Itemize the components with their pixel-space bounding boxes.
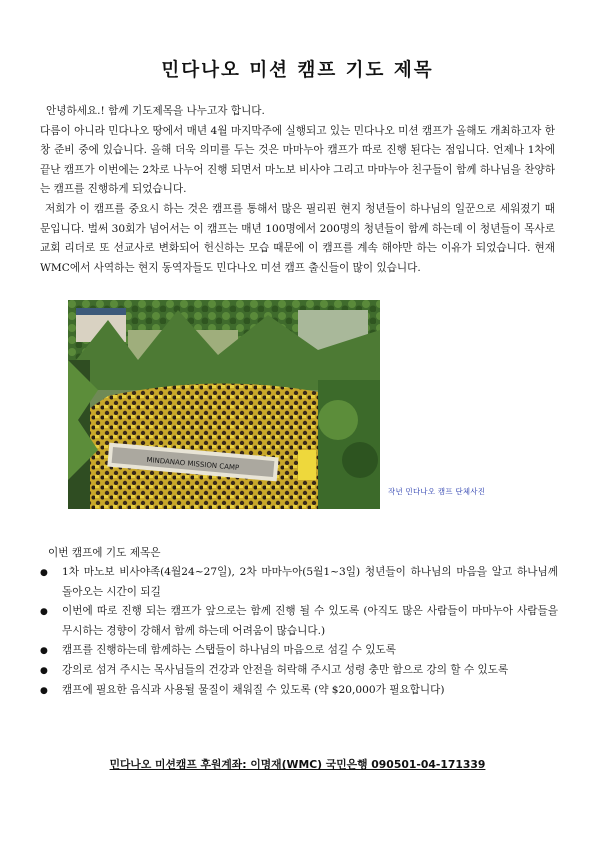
intro-paragraph-1: 다름이 아니라 민다나오 땅에서 매년 4월 마지막주에 실행되고 있는 민다나오 미션 캠프가 올해도 개최하고자 한창 준비 중에 있습니다. 올해 더욱 의미를 두는 것은 마마누아 캠프가 따로 진행 된다는 점입니다. 언제나 1차에 끝난 캠프가 이번에는 2차로 나누어 진행 되면서 마노보 비사야 그리고 마마누아 친구들이 함께 하나님을 찬양하는 캠프를 진행하게 되었습니다. <box>40 124 555 196</box>
prayer-item-text: 이번에 따로 진행 되는 캠프가 앞으로는 함께 진행 될 수 있도록 (아직도 많은 사람들이 마마누아 사람들을 무시하는 경향이 강해서 함께 하는데 어려움이 많습니다.) <box>62 605 558 637</box>
intro-text <box>40 102 555 278</box>
list-item <box>40 641 558 661</box>
prayer-item-text: 1차 마노보 비사야족(4월24~27일), 2차 마마누아(5월1~3일) 청년들이 하나님의 마음을 알고 하나님께 돌아오는 시간이 되길 <box>62 566 558 598</box>
camp-group-photo <box>68 300 380 509</box>
list-item <box>40 563 558 602</box>
banner-text: MINDANAO MISSION CAMP <box>146 455 240 473</box>
bullet-icon: ● <box>40 685 48 696</box>
list-item <box>40 602 558 641</box>
intro-paragraph-2: 저희가 이 캠프를 중요시 하는 것은 캠프를 통해서 많은 필리핀 현지 청년들이 하나님의 일꾼으로 세워졌기 때문입니다. 벌써 30회가 넘어서는 이 캠프는 매년 100명에서 200명의 청년들이 함께 하는데 이 청년들이 목사로 교회 리더로 또 선교사로 변화되어 헌신하는 모습 때문에 이 캠프를 계속 해야만 하는 이유가 되었습니다. 현재 WMC에서 사역하는 현지 동역자들도 민다나오 미션 캠프 출신들이 많이 있습니다. <box>40 202 555 274</box>
prayer-item-text: 캠프를 진행하는데 함께하는 스탭들이 하나님의 마음으로 섬길 수 있도록 <box>62 644 396 657</box>
list-item <box>40 681 558 701</box>
page-title: 민다나오 미션 캠프 기도 제목 <box>161 60 434 81</box>
prayer-list <box>40 563 558 700</box>
list-item <box>40 661 558 681</box>
prayer-heading: 이번 캠프에 기도 제목은 <box>48 547 161 559</box>
bullet-icon: ● <box>40 665 48 676</box>
donation-account: 민다나오 미션캠프 후원계좌: 이명재(WMC) 국민은행 090501-04-171339 <box>109 758 486 771</box>
bullet-icon: ● <box>40 607 48 618</box>
photo-caption: 작년 민다나오 캠프 단체사진 <box>388 487 486 496</box>
bullet-icon: ● <box>40 646 48 657</box>
bullet-icon: ● <box>40 568 48 578</box>
prayer-item-text: 캠프에 필요한 음식과 사용될 물질이 채워질 수 있도록 (약 $20,000가 필요합니다) <box>62 683 445 696</box>
greeting: 안녕하세요.! 함께 기도제목을 나누고자 합니다. <box>46 105 265 117</box>
prayer-item-text: 강의로 섬겨 주시는 목사님들의 건강과 안전을 허락해 주시고 성령 충만 함으로 강의 할 수 있도록 <box>62 663 509 676</box>
